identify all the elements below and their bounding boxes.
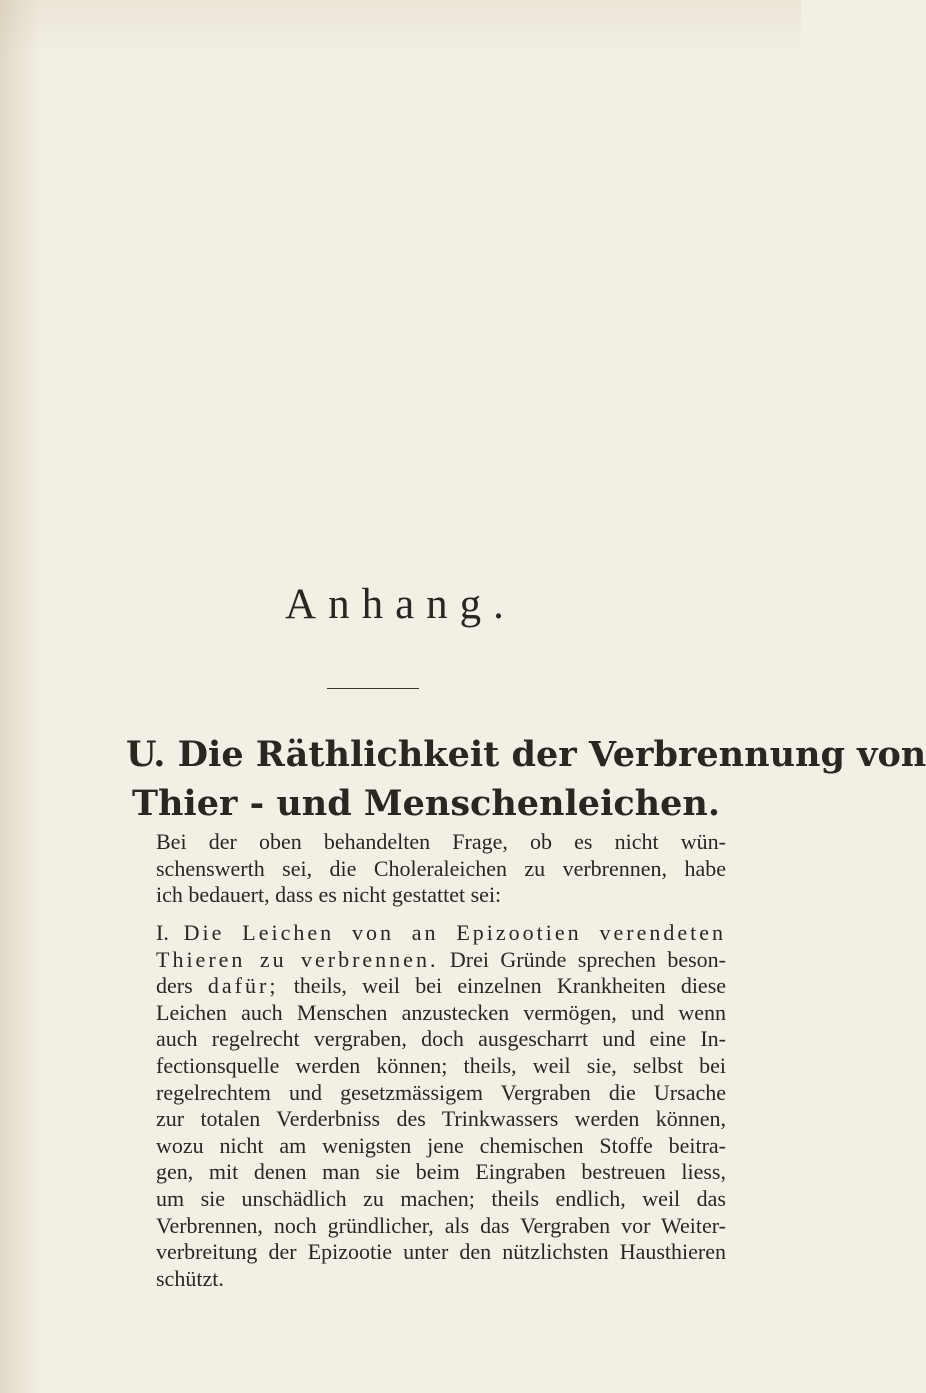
text-line: wozu nicht am wenigsten jene chemischen Stoffe beitra- bbox=[156, 1132, 726, 1158]
text-line: zur totalen Verderbniss des Trinkwassers werden können, bbox=[156, 1106, 726, 1132]
text-run: Drei Gründe sprechen beson- bbox=[449, 946, 727, 972]
text-line: verbreitung der Epizootie unter den nützlichsten Hausthieren bbox=[156, 1239, 726, 1265]
spaced-word: dafür; bbox=[207, 973, 279, 999]
text-line: fectionsquelle werden können; theils, weil sie, selbst bei bbox=[156, 1052, 726, 1078]
section-title-line-2: Thier - und Menschenleichen. bbox=[131, 783, 721, 824]
text-line: Verbrennen, noch gründlicher, als das Vergraben vor Weiter- bbox=[156, 1212, 726, 1238]
text-line: regelrechtem und gesetzmässigem Vergraben die Ursache bbox=[156, 1079, 726, 1105]
section-title-line-1: U. Die Räthlichkeit der Verbrennung von bbox=[126, 734, 926, 775]
paragraph-2 bbox=[126, 920, 726, 1292]
numeral: I. bbox=[156, 920, 169, 945]
section-title bbox=[126, 730, 926, 828]
text-run: ders bbox=[156, 973, 193, 999]
text-run: theils, weil bei einzelnen Krankheiten diese bbox=[293, 973, 727, 999]
text-line: um sie unschädlich zu machen; theils endlich, weil das bbox=[156, 1185, 726, 1211]
text-line bbox=[126, 920, 726, 947]
spaced-phrase: Die Leichen von an Epizootien verendeten bbox=[183, 920, 727, 945]
text-line: gen, mit denen man sie beim Eingraben bestreuen liess, bbox=[156, 1159, 726, 1185]
text-line: Bei der oben behandelten Frage, ob es nicht wün- bbox=[156, 829, 726, 854]
paragraph-1 bbox=[126, 829, 726, 909]
text-line: ich bedauert, dass es nicht gestattet sei: bbox=[156, 882, 502, 908]
spaced-phrase: Thieren zu verbrennen. bbox=[156, 946, 439, 972]
text-line bbox=[126, 947, 726, 974]
appendix-heading: Anhang. bbox=[285, 581, 516, 628]
separator-rule bbox=[327, 688, 419, 689]
text-line: Leichen auch Menschen anzustecken vermögen, und wenn bbox=[156, 999, 726, 1025]
text-line: schützt. bbox=[156, 1265, 224, 1291]
text-line: auch regelrecht vergraben, doch ausgescharrt und eine In- bbox=[156, 1026, 726, 1052]
text-line: schenswerth sei, die Choleraleichen zu verbrennen, habe bbox=[156, 855, 726, 881]
text-line bbox=[126, 973, 726, 1000]
